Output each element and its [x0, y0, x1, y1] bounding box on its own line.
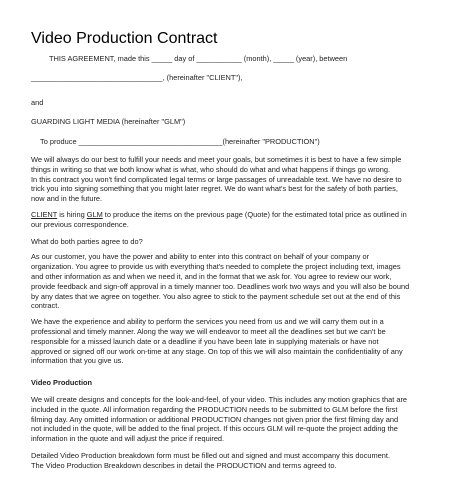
customer-paragraph — [31, 252, 446, 311]
video-production-paragraph — [31, 395, 446, 444]
paragraph-line: things in writing so that we both know what is what, who should do what and what happens if things go wrong. — [31, 164, 391, 174]
breakdown-paragraph — [31, 451, 446, 471]
paragraph-line: provide feedback and sign-off approval in a timely manner too. Deadlines work two ways and you will also be bound — [31, 281, 410, 291]
paragraph-line: The Video Production Breakdown describes in detail the PRODUCTION and terms agreed to. — [31, 460, 337, 470]
hiring-rest-text: to produce the items on the previous page (Quote) for the estimated total price as outlined in — [102, 209, 407, 219]
and-text: and — [31, 97, 44, 107]
paragraph-line: Detailed Video Production breakdown form must be filled out and signed and must accompany this document. — [31, 450, 390, 460]
paragraph-line: We will create designs and concepts for the look-and-feel, of your video. This includes any motion graphics that are — [31, 394, 408, 404]
section-heading-video-production: Video Production — [31, 378, 93, 388]
paragraph-line: In this contract you won't find complicated legal terms or large passages of unreadable text. We have no desire to — [31, 174, 402, 184]
document-title: Video Production Contract — [31, 30, 218, 47]
paragraph-line: trick you into signing something that you might later regret. We do want what's best for the safety of both parties, — [31, 184, 398, 194]
paragraph-line: not included in the quote, will be added to the final project. If this occurs GLM will re-quote the project adding the — [31, 424, 398, 434]
paragraph-line: We have the experience and ability to perform the services you need from us and we will carry them out in a — [31, 317, 384, 327]
paragraph-line — [31, 210, 446, 220]
client-line: ________________________________, (hereinafter "CLIENT"), — [31, 72, 243, 82]
hiring-paragraph — [31, 210, 446, 230]
paragraph-line: professional and timely manner. Along the way we will endeavor to meet all the deadlines set but we can't be — [31, 326, 386, 336]
paragraph-line: included in the quote. All information regarding the PRODUCTION needs to be submitted to GLM before the first — [31, 404, 398, 414]
agreement-line: THIS AGREEMENT, made this _____ day of ___________ (month), _____ (year), between — [49, 54, 348, 63]
paragraph-line: information in the quote and will adjust the price if required. — [31, 434, 225, 444]
paragraph-line: organization. You agree to provide us with everything that's needed to complete the project including text, images — [31, 262, 401, 272]
paragraph-line: by any dates that we agree on together. You also agree to stick to the payment schedule set out at the end of this — [31, 291, 401, 301]
intro-paragraph — [31, 155, 446, 204]
paragraph-line: filming day. Any omitted information or additional PRODUCTION changes not given prior the first filming day and — [31, 414, 399, 424]
paragraph-line: our previous correspondence. — [31, 219, 129, 229]
glm-term: GLM — [86, 209, 103, 219]
paragraph-line: responsible for a missed launch date or a deadline if you have been late in supplying materials or have not — [31, 336, 379, 346]
is-hiring-text: is hiring — [57, 209, 87, 219]
paragraph-line: contract. — [31, 301, 60, 311]
paragraph-line: and other information as and when we need it, and in the format that we ask for. You agree to review our work, — [31, 271, 392, 281]
glm-line: GUARDING LIGHT MEDIA (hereinafter "GLM") — [31, 117, 186, 127]
question-line: What do both parties agree to do? — [31, 236, 143, 246]
client-term: CLIENT — [31, 209, 58, 219]
contract-body — [31, 54, 446, 471]
paragraph-line: now and in the future. — [31, 194, 103, 204]
experience-paragraph — [31, 317, 446, 366]
paragraph-line: As our customer, you have the power and ability to enter into this contract on behalf of your company or — [31, 252, 370, 262]
paragraph-line: We will always do our best to fulfill your needs and meet your goals, but sometimes it is best to have a few simple — [31, 154, 402, 164]
paragraph-line: information that you give us. — [31, 356, 124, 366]
paragraph-line: approved or signed off our work on-time at any stage. On top of this we will also maintain the confidentiality of any — [31, 346, 403, 356]
produce-line: To produce ___________________________________(hereinafter "PRODUCTION") — [40, 137, 320, 147]
